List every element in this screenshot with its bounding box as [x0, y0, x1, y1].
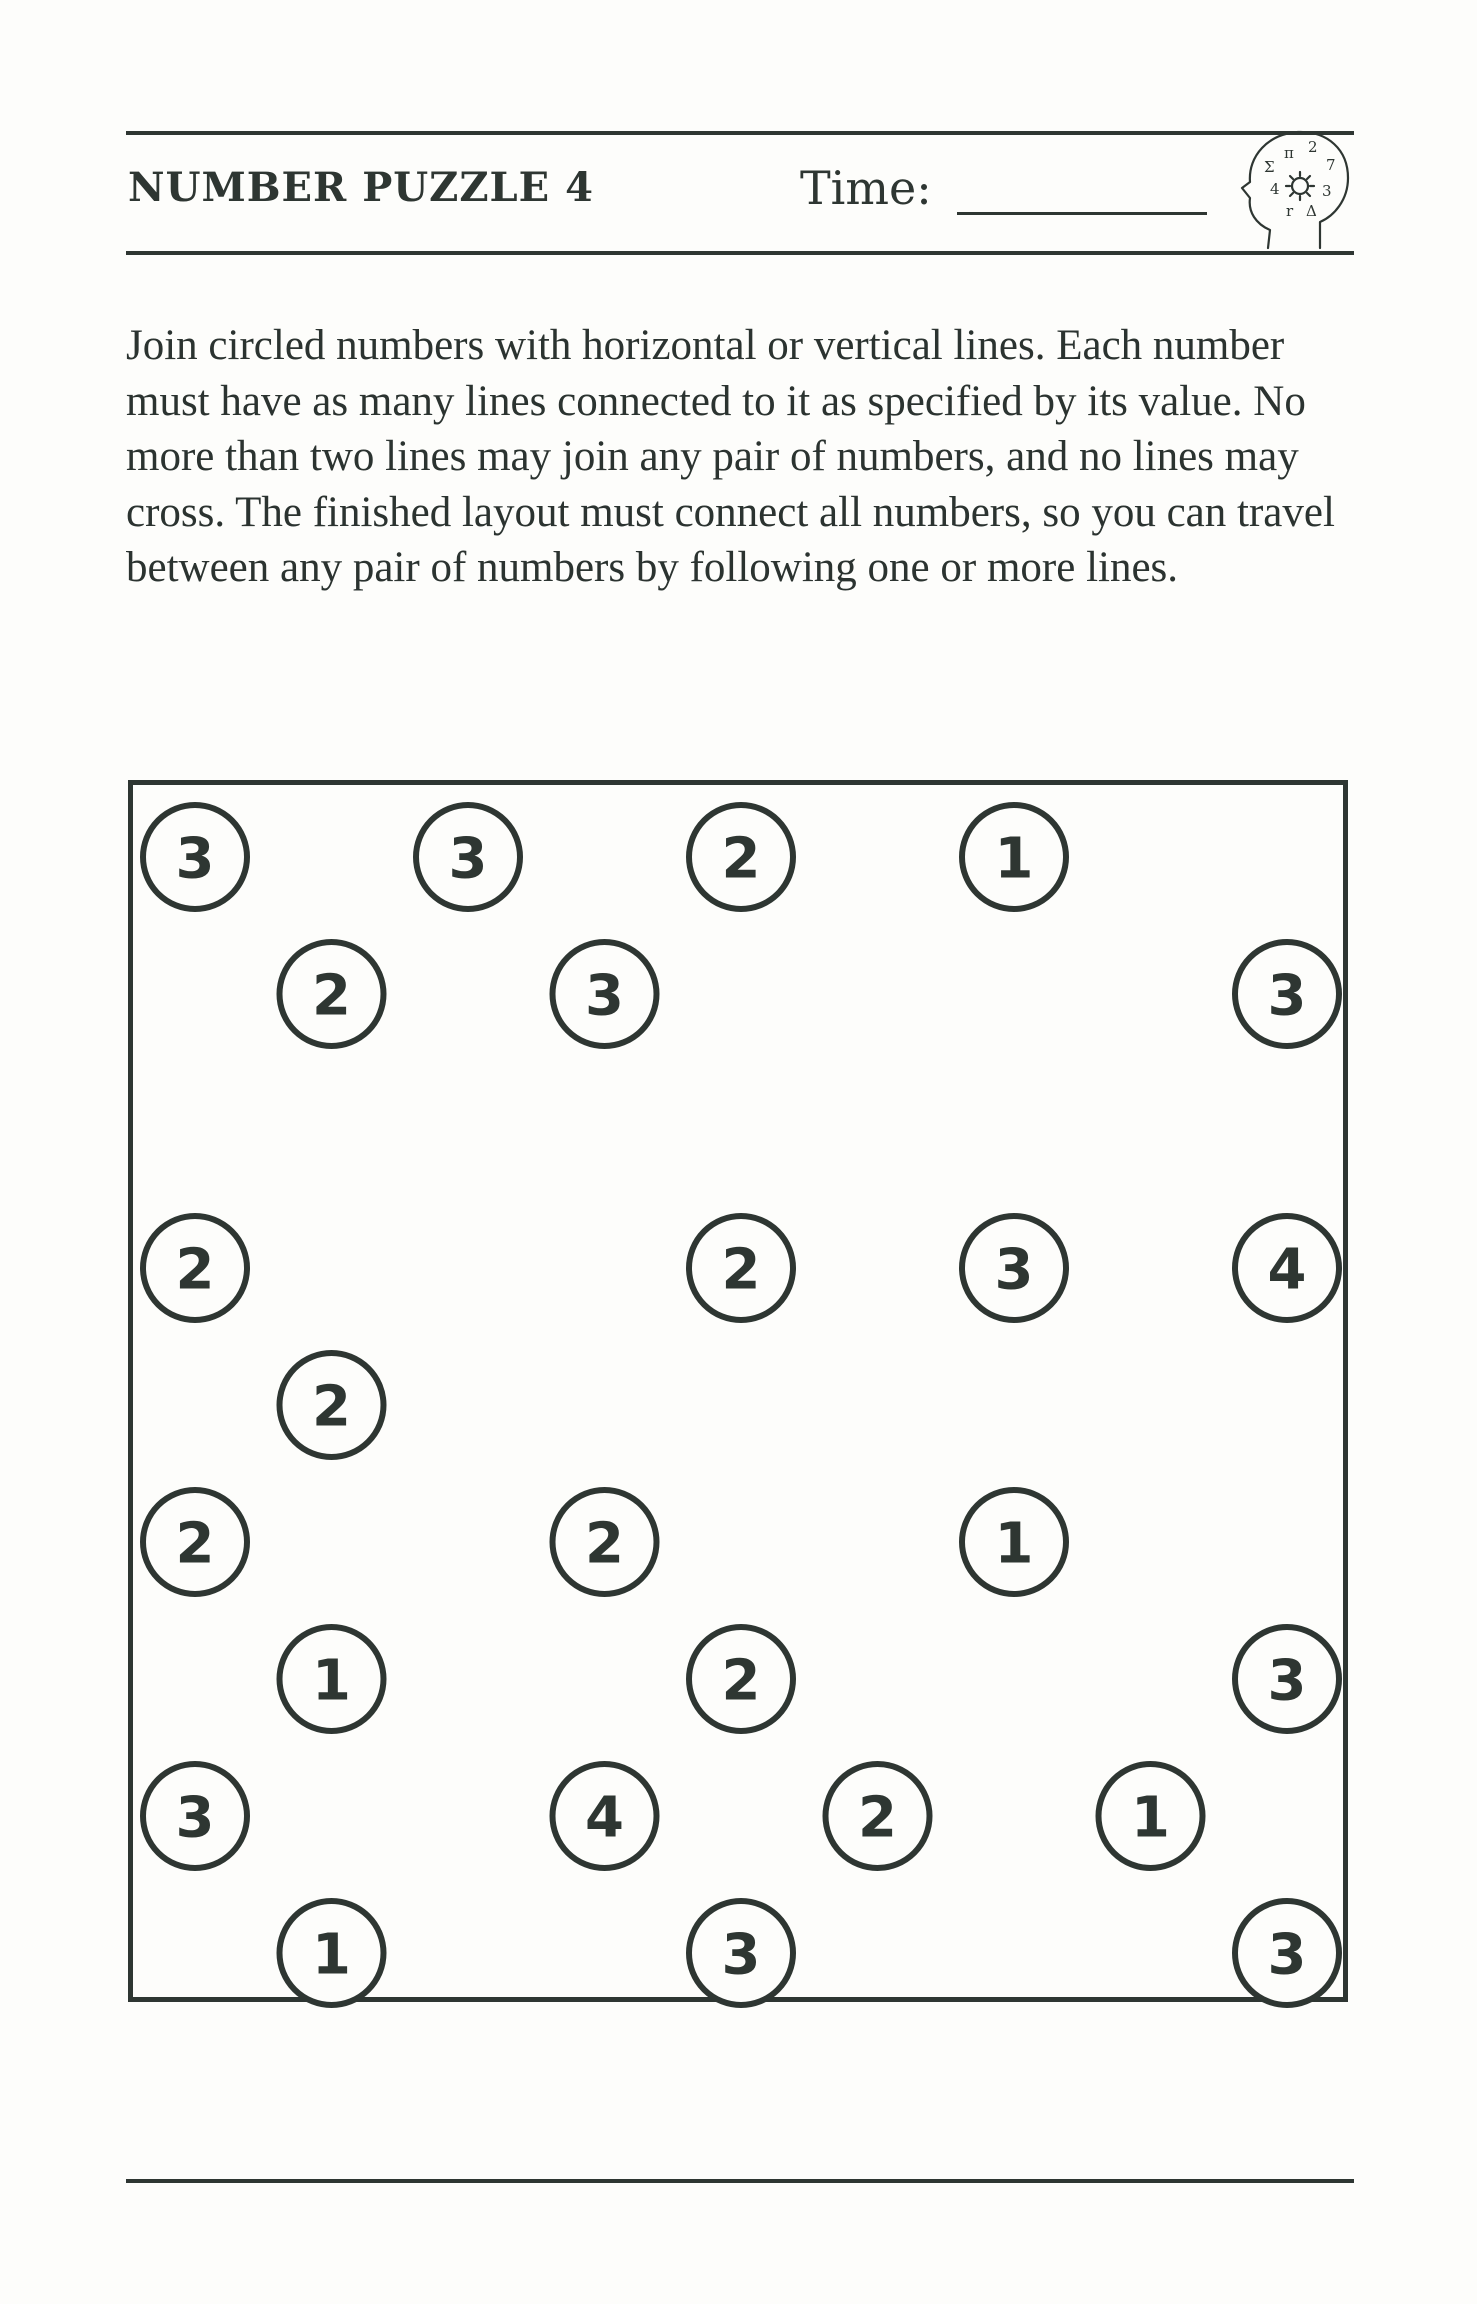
island-r6-c4[interactable] [689, 1627, 793, 1731]
island-value: 3 [1267, 1648, 1307, 1714]
island-value: 3 [175, 826, 215, 892]
island-r5-c6[interactable] [962, 1490, 1066, 1594]
header-top-rule [126, 131, 1354, 135]
island-r6-c8[interactable] [1235, 1627, 1339, 1731]
island-r1-c1[interactable] [280, 942, 384, 1046]
page-title: NUMBER PUZZLE 4 [128, 164, 594, 211]
svg-text:Δ: Δ [1306, 202, 1317, 220]
island-r1-c8[interactable] [1235, 942, 1339, 1046]
island-value: 2 [312, 963, 351, 1029]
island-r0-c4[interactable] [689, 805, 793, 909]
island-r0-c0[interactable] [143, 805, 247, 909]
island-value: 2 [585, 1511, 624, 1577]
island-value: 1 [994, 826, 1034, 892]
svg-text:r: r [1286, 202, 1294, 220]
island-value: 3 [1267, 1922, 1307, 1988]
island-value: 4 [585, 1785, 624, 1851]
island-r7-c5[interactable] [826, 1764, 930, 1868]
island-value: 3 [1267, 963, 1307, 1029]
island-value: 2 [312, 1374, 351, 1440]
island-r8-c4[interactable] [689, 1901, 793, 2005]
island-r1-c3[interactable] [553, 942, 657, 1046]
island-value: 2 [721, 1237, 761, 1303]
svg-text:3: 3 [1322, 182, 1332, 200]
island-value: 3 [994, 1237, 1034, 1303]
island-value: 3 [721, 1922, 761, 1988]
island-r4-c1[interactable] [280, 1353, 384, 1457]
island-r8-c8[interactable] [1235, 1901, 1339, 2005]
island-value: 3 [585, 963, 624, 1029]
island-r3-c8[interactable] [1235, 1216, 1339, 1320]
svg-text:7: 7 [1326, 156, 1336, 174]
island-r8-c1[interactable] [280, 1901, 384, 2005]
svg-text:Σ: Σ [1264, 158, 1275, 176]
svg-text:π: π [1284, 144, 1294, 162]
puzzle-grid[interactable] [133, 785, 1343, 1997]
island-r3-c4[interactable] [689, 1216, 793, 1320]
island-r5-c3[interactable] [553, 1490, 657, 1594]
island-value: 3 [175, 1785, 215, 1851]
island-value: 3 [448, 826, 488, 892]
island-r7-c0[interactable] [143, 1764, 247, 1868]
island-value: 4 [1267, 1237, 1307, 1303]
footer-rule [126, 2179, 1354, 2183]
island-r7-c7[interactable] [1099, 1764, 1203, 1868]
island-value: 2 [721, 826, 761, 892]
island-value: 1 [312, 1648, 351, 1714]
island-value: 2 [858, 1785, 897, 1851]
island-value: 2 [721, 1648, 761, 1714]
island-r6-c1[interactable] [280, 1627, 384, 1731]
island-r0-c2[interactable] [416, 805, 520, 909]
puzzle-board[interactable] [128, 780, 1348, 2002]
brain-gear-icon [1238, 126, 1354, 254]
island-r3-c0[interactable] [143, 1216, 247, 1320]
instructions-text: Join circled numbers with horizontal or vertical lines. Each number must have as many lines connected to it as specified by its value. No more than two lines may join any pair of numbers, and no lines may cross. The finished layout must connect all numbers, so you can travel between any pair of numbers by following one or more lines. [126, 322, 1335, 591]
island-r5-c0[interactable] [143, 1490, 247, 1594]
island-value: 1 [1131, 1785, 1170, 1851]
island-r3-c6[interactable] [962, 1216, 1066, 1320]
island-r7-c3[interactable] [553, 1764, 657, 1868]
island-value: 1 [312, 1922, 351, 1988]
island-value: 1 [994, 1511, 1034, 1577]
island-r0-c6[interactable] [962, 805, 1066, 909]
island-value: 2 [175, 1237, 215, 1303]
island-value: 2 [175, 1511, 215, 1577]
time-label: Time: [800, 161, 932, 215]
header-bottom-rule [126, 251, 1354, 255]
svg-text:2: 2 [1308, 138, 1318, 156]
svg-text:4: 4 [1270, 180, 1280, 198]
time-entry-line[interactable] [957, 212, 1207, 215]
